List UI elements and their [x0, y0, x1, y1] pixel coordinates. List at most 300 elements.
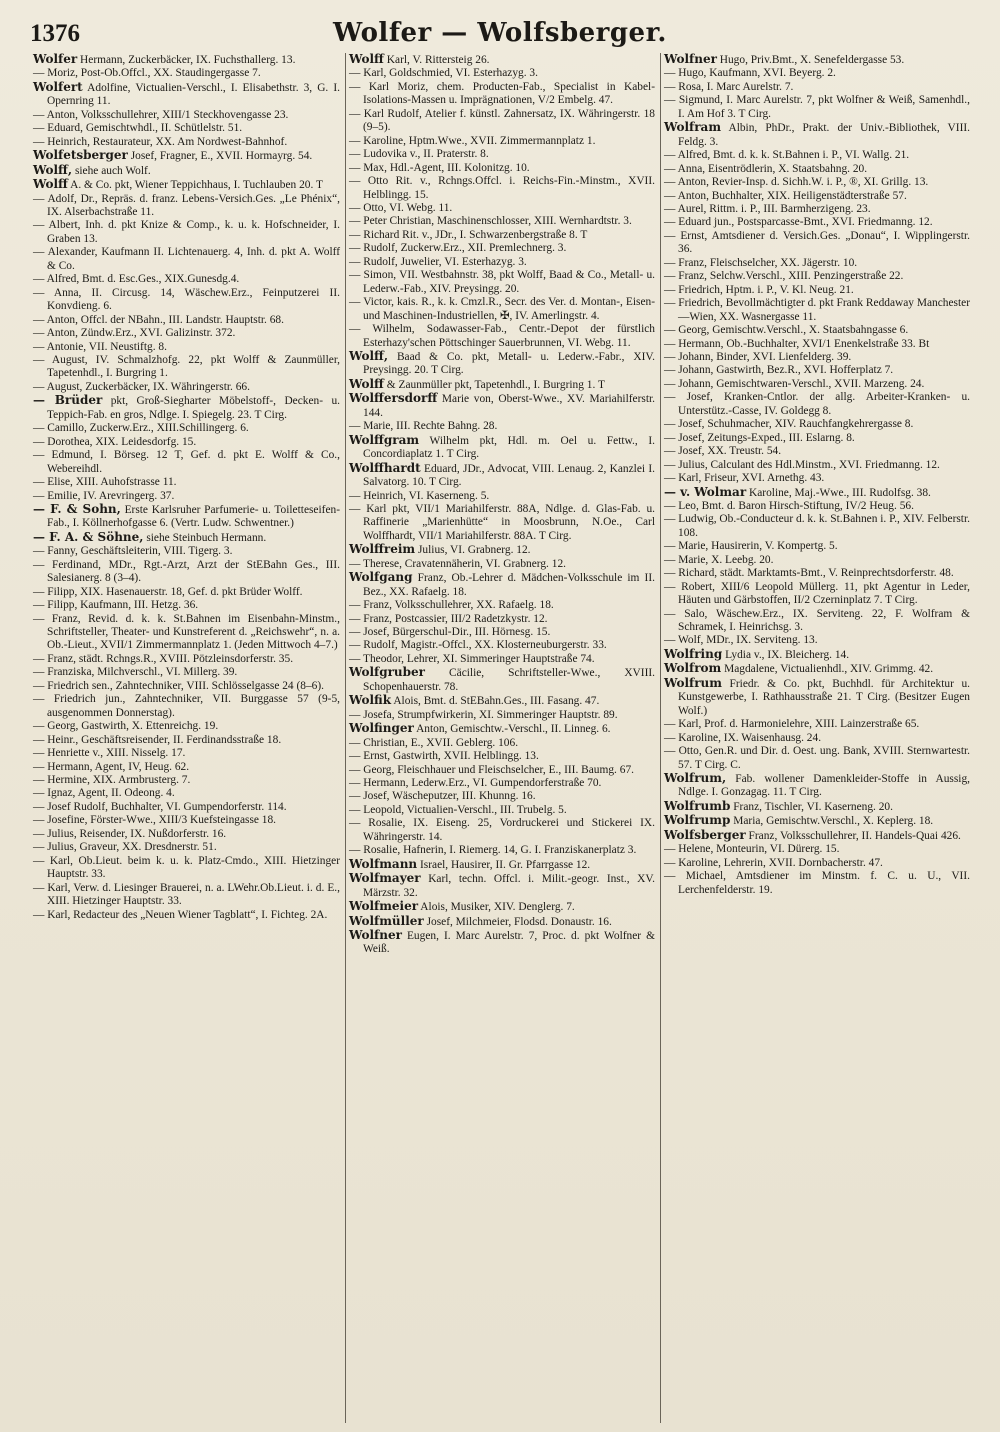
entry-surname: Wolfer: [33, 53, 78, 66]
entry-surname: Wolfgang: [349, 570, 413, 585]
directory-entry: [664, 94, 970, 121]
entry-surname: Wolfner: [349, 928, 402, 942]
directory-entry: [33, 287, 340, 314]
directory-entry: [349, 296, 655, 323]
entry-text: Karl, V. Rittersteig 26.: [386, 54, 490, 66]
entry-text: — Simon, VII. Westbahnstr. 38, pkt Wolff, Baad & Co., Metall- u. Lederw.-Fab., XIV. Preysingg. 20.: [349, 269, 655, 295]
entry-text: — Hermann, Agent, IV, Heug. 62.: [33, 760, 190, 773]
entry-text: — Alfred, Bmt. d. k. k. St.Bahnen i. P., VI. Wallg. 21.: [664, 149, 910, 162]
directory-entry: [349, 67, 655, 80]
directory-entry: [664, 513, 970, 540]
entry-text: — Franz, Fleischselcher, XX. Jägerstr. 10.: [664, 256, 858, 269]
directory-entry: [664, 648, 970, 662]
column-1: [30, 53, 345, 1423]
directory-entry: [33, 164, 340, 178]
directory-entry: [33, 559, 340, 586]
entry-text: — Otto, VI. Webg. 11.: [349, 201, 453, 214]
directory-entry: [664, 338, 970, 351]
entry-text: — Otto Rit. v., Rchngs.Offcl. i. Reichs-Fin.-Minstm., XVII. Helblingg. 15.: [349, 175, 655, 201]
directory-entry: [33, 449, 340, 476]
directory-entry: [349, 229, 655, 242]
entry-text: siehe auch Wolf.: [74, 164, 151, 177]
entry-text: Magdalene, Victualienhdl., XIV. Grimmg. 42.: [724, 663, 934, 676]
directory-entry: [33, 436, 340, 449]
entry-surname: Wolfert: [33, 79, 83, 94]
entry-text: — Marie, III. Rechte Bahng. 28.: [349, 420, 498, 433]
entry-text: Lydia v., IX. Bleicherg. 14.: [725, 648, 850, 661]
entry-text: — Karl, Friseur, XVI. Arnethg. 43.: [664, 472, 825, 485]
directory-entry: [349, 804, 655, 817]
directory-entry: [664, 772, 970, 800]
entry-surname: — Brüder: [33, 393, 103, 408]
entry-text: — Rosalie, Hafnerin, I. Riemerg. 14, G. I. Franziskanerplatz 3.: [349, 844, 637, 857]
directory-entry: [33, 599, 340, 612]
entry-surname: — F. & Sohn,: [33, 501, 121, 516]
entry-text: — Ernst, Gastwirth, XVII. Helblingg. 13.: [349, 750, 539, 763]
entry-text: — Anton, Offcl. der NBahn., III. Landstr. Hauptstr. 68.: [33, 313, 284, 326]
directory-entry: [33, 193, 340, 220]
entry-text: — Karl, Verw. d. Liesinger Brauerei, n. a. LWehr.Ob.Lieut. i. d. E., XIII. Hietzinger Hauptstr. 33.: [33, 881, 340, 908]
entry-text: — Josef, Zeitungs-Exped., III. Eslarng. 8.: [664, 431, 855, 444]
entry-text: — Friedrich jun., Zahntechniker, VII. Burggasse 57 (9-5, ausgenommen Donnerstag).: [33, 693, 340, 719]
entry-text: — Johann, Binder, XVI. Lienfelderg. 39.: [664, 350, 852, 363]
directory-entry: [664, 176, 970, 189]
directory-entry: [664, 486, 970, 500]
directory-entry: [349, 162, 655, 175]
entry-text: — Karl, Goldschmied, VI. Esterhazyg. 3.: [349, 67, 538, 80]
entry-text: Karl, techn. Offcl. i. Milit.-geogr. Inst., XV. Märzstr. 32.: [363, 873, 655, 899]
entry-text: A. & Co. pkt, Wiener Teppichhaus, I. Tuchlauben 20. T: [70, 179, 323, 192]
entry-text: Eugen, I. Marc Aurelstr. 7, Proc. d. pkt Wolfner & Weiß.: [363, 930, 655, 956]
directory-entry: [33, 586, 340, 599]
entry-text: & Zaunmüller pkt, Tapetenhdl., I. Burgring 1. T: [386, 378, 605, 391]
directory-entry: [664, 814, 970, 828]
directory-entry: [349, 639, 655, 652]
running-head: Wolfer — Wolfsberger.: [333, 18, 667, 48]
entry-surname: Wolfrum: [664, 675, 722, 690]
entry-text: — Leopold, Victualien-Verschl., III. Trubelg. 5.: [349, 803, 567, 816]
directory-entry: [349, 709, 655, 722]
entry-text: — Friedrich, Hptm. i. P., V. Kl. Neug. 21.: [664, 283, 854, 296]
entry-text: Maria, Gemischtw.Verschl., X. Keplerg. 18.: [733, 815, 934, 828]
entry-text: — Hermann, Ob.-Buchhalter, XVI/1 Enenkelstraße 33. Bt: [664, 337, 930, 350]
entry-surname: Wolfring: [664, 646, 723, 661]
entry-text: — Peter Christian, Maschinenschlosser, XIII. Wernhardtstr. 3.: [349, 215, 632, 228]
directory-entry: [349, 81, 655, 108]
directory-entry: [664, 800, 970, 814]
directory-entry: [349, 503, 655, 543]
directory-entry: [349, 750, 655, 763]
entry-text: — Friedrich, Bevollmächtigter d. pkt Frank Reddaway Manchester—Wien, XX. Wasnergasse 11.: [664, 297, 970, 323]
directory-entry: [349, 108, 655, 135]
entry-text: Julius, VI. Grabnerg. 12.: [417, 544, 531, 557]
entry-text: — Alfred, Bmt. d. Esc.Ges., XIX.Gunesdg.4.: [33, 273, 240, 286]
directory-entry: [33, 219, 340, 246]
entry-text: — Friedrich sen., Zahntechniker, VIII. Schlösselgasse 24 (8–6).: [33, 679, 324, 692]
entry-text: — Karoline, Lehrerin, XVII. Dornbacherstr. 47.: [664, 856, 883, 869]
entry-text: — Karl Moriz, chem. Producten-Fab., Specialist in Kabel-Isolations-Massen u. Imprägnationen, V/2 Embelg. 47.: [349, 80, 655, 107]
entry-text: — Johann, Gastwirth, Bez.R., XVI. Hofferplatz 7.: [664, 364, 894, 377]
directory-entry: [33, 774, 340, 787]
directory-entry: [349, 242, 655, 255]
directory-entry: [664, 540, 970, 553]
entry-text: Alois, Musiker, XIV. Denglerg. 7.: [420, 901, 575, 914]
entry-text: — Wolf, MDr., IX. Servitеng. 13.: [664, 634, 818, 647]
directory-entry: [664, 297, 970, 324]
entry-text: — Richard Rit. v., JDr., I. Schwarzenbergstraße 8. T: [349, 228, 588, 241]
entry-text: — Anton, Revier-Insp. d. Sichh.W. i. P., ®, XI. Grillg. 13.: [664, 176, 929, 189]
directory-entry: [664, 843, 970, 856]
directory-entry: [664, 351, 970, 364]
entry-text: — Karl Rudolf, Atelier f. künstl. Zahnersatz, IX. Währingerstr. 18 (9–5).: [349, 107, 655, 134]
entry-text: — Edmund, I. Börseg. 12 T, Gef. d. pkt E. Wolff & Co., Webereihdl.: [33, 449, 340, 475]
directory-entry: [33, 734, 340, 747]
entry-surname: Wolffersdorff: [349, 391, 438, 406]
entry-text: — Josef, Bürgerschul-Dir., III. Hörnesg. 15.: [349, 626, 551, 639]
entry-text: — Hugo, Kaufmann, XVI. Beyerg. 2.: [664, 67, 836, 80]
entry-surname: Wolff: [349, 53, 384, 66]
directory-entry: [349, 571, 655, 599]
directory-entry: [33, 314, 340, 327]
directory-entry: [664, 829, 970, 843]
entry-text: — Elise, XIII. Auhofstrasse 11.: [33, 476, 177, 489]
directory-entry: [349, 323, 655, 350]
entry-text: — Alexander, Kaufmann II. Lichtenauerg. 4, Inh. d. pkt A. Wolff & Co.: [33, 246, 340, 272]
entry-text: — Anton, Volksschullehrer, XIII/1 Steckhovengasse 23.: [33, 108, 289, 121]
entry-surname: Wolfmann: [349, 856, 418, 871]
entry-text: — Wilhelm, Sodawasser-Fab., Centr.-Depot der fürstlich Esterhazy'schen Pöttschinger Sauerbrunnen, VI. Webg. 11.: [349, 323, 655, 349]
directory-entry: [349, 269, 655, 296]
directory-entry: [349, 764, 655, 777]
directory-entry: [33, 122, 340, 135]
entry-text: — Helene, Monteurin, VI. Dürerg. 15.: [664, 843, 840, 856]
directory-entry: [664, 230, 970, 257]
directory-entry: [664, 608, 970, 635]
entry-text: — Marie, Hausirerin, V. Kompertg. 5.: [664, 540, 838, 553]
directory-entry: [664, 149, 970, 162]
directory-entry: [33, 246, 340, 273]
entry-text: — Karoline, IX. Waisenhausg. 24.: [664, 731, 822, 744]
entry-surname: Wolffhardt: [349, 460, 421, 475]
entry-text: — Ignaz, Agent, II. Odeong. 4.: [33, 787, 175, 800]
entry-text: — Victor, kais. R., k. k. Cmzl.R., Secr. des Ver. d. Montan-, Eisen- und Maschinen-Industriellen, ✠, IV. Amerlingstr. 4.: [349, 296, 655, 322]
directory-entry: [33, 787, 340, 800]
directory-entry: [349, 462, 655, 490]
directory-entry: [33, 828, 340, 841]
entry-text: Cäcilie, Schriftsteller-Wwe., XVIII. Schopenhauerstr. 78.: [363, 667, 655, 693]
entry-surname: Wolff: [33, 177, 68, 192]
entry-text: — August, IV. Schmalzhofg. 22, pkt Wolff & Zaunmüller, Tapetenhdl., I. Burgring 1.: [33, 353, 340, 380]
entry-text: — Karl pkt, VII/1 Mariahilferstr. 88A, Ndlge. d. Glas-Fab. u. Raffinerie „Marienhütte“ in Moosbrunn, N.Oe., Carl Wolffhardt, VII/1 Mariahilferstr. 88A. T Cirg.: [349, 502, 655, 542]
entry-text: Franz, Tischler, VI. Kaserneng. 20.: [733, 800, 893, 813]
entry-text: — Leo, Bmt. d. Baron Hirsch-Stiftung, IV/2 Heug. 56.: [664, 499, 914, 512]
entry-surname: Wolffreim: [349, 542, 416, 557]
entry-text: — Franz, Volksschullehrer, XX. Rafaelg. 18.: [349, 599, 554, 612]
directory-entry: [349, 915, 655, 929]
directory-entry: [664, 257, 970, 270]
entry-text: — Michael, Amtsdiener im Minstm. f. C. u. U., VII. Lerchenfelderstr. 19.: [664, 870, 970, 896]
entry-text: — Hermann, Lederw.Erz., VI. Gumpendorferstraße 70.: [349, 777, 602, 790]
entry-text: — Karl, Redacteur des „Neuen Wiener Tagblatt“, I. Fichteg. 2A.: [33, 908, 328, 921]
entry-surname: — v. Wolmar: [664, 484, 747, 499]
directory-entry: [33, 693, 340, 720]
entry-text: — Julius, Reisender, IX. Nußdorferstr. 16.: [33, 827, 227, 840]
directory-entry: [664, 378, 970, 391]
column-3: [660, 53, 975, 1423]
entry-text: — Adolf, Dr., Repräs. d. franz. Lebens-Versich.Ges. „Le Phénix“, IX. Alserbachstraße 11.: [33, 192, 340, 218]
entry-text: — Ferdinand, MDr., Rgt.-Arzt, Arzt der StEBahn Ges., III. Salesianerg. 8 (3–4).: [33, 558, 340, 585]
column-2: [345, 53, 660, 1423]
entry-text: — Heinrich, VI. Kasernеng. 5.: [349, 489, 490, 502]
directory-entry: [349, 350, 655, 378]
entry-text: — Rosalie, IX. Eisеng. 25, Vordruckerei und Stickerei IX. Währingerstr. 14.: [349, 817, 655, 843]
directory-entry: [33, 503, 340, 531]
entry-text: — Richard, städt. Marktamts-Bmt., V. Reinprechtsdorferstr. 48.: [664, 567, 954, 580]
directory-entry: [349, 175, 655, 202]
entry-text: — Rudolf, Zuckerw.Erz., XII. Premlechnerg. 3.: [349, 242, 567, 255]
directory-entry: [664, 81, 970, 94]
entry-surname: — F. A. & Söhne,: [33, 529, 144, 544]
directory-entry: [664, 418, 970, 431]
entry-text: — Karoline, Hptm.Wwe., XVII. Zimmermannplatz 1.: [349, 134, 596, 147]
directory-entry: [33, 761, 340, 774]
entry-text: — Josef, Kranken-Cntlor. der allg. Arbeiter-Kranken- u. Unterstütz.-Casse, IV. Goldegg 8.: [664, 391, 970, 417]
directory-entry: [664, 870, 970, 897]
entry-text: Eduard, JDr., Advocat, VIII. Lenaug. 2, Kanzlei I. Salvatorg. 10. T Cirg.: [363, 462, 655, 489]
directory-entry: [664, 567, 970, 580]
entry-text: Josef, Milchmeier, Flodsd. Donaustr. 16.: [426, 915, 612, 928]
directory-entry: [349, 434, 655, 462]
entry-text: — Franz, städt. Rchngs.R., XVIII. Pötzleinsdorferstr. 35.: [33, 652, 294, 665]
directory-entry: [33, 354, 340, 381]
entry-text: siehe Steinbuch Hermann.: [146, 531, 267, 544]
entry-text: — Julius, Graveur, XX. Dresdnerstr. 51.: [33, 841, 217, 854]
directory-entry: [349, 490, 655, 503]
entry-text: Erste Karlsruher Parfumerie- u. Toiletteseifen-Fab., I. Köllnerhofgasse 6. (Vertr. Ludw. Schwentner.): [47, 503, 340, 530]
entry-text: — Sigmund, I. Marc Aurelstr. 7, pkt Wolfner & Weiß, Samenhdl., I. Am Hof 3. T Cirg.: [664, 94, 970, 120]
entry-text: — Georg, Fleischhauer und Fleischselcher, E., III. Baumg. 67.: [349, 763, 634, 776]
directory-entry: [33, 422, 340, 435]
directory-entry: [349, 420, 655, 433]
page-number: 1376: [30, 20, 80, 47]
entry-text: Franz, Volksschullehrer, II. Handels-Quai 426.: [748, 829, 961, 842]
directory-entry: [33, 909, 340, 922]
directory-entry: [664, 445, 970, 458]
directory-entry: [33, 531, 340, 545]
directory-entry: [349, 135, 655, 148]
entry-text: — Theodor, Lehrer, XI. Simmeringer Hauptstraße 74.: [349, 652, 595, 665]
directory-entry: [664, 391, 970, 418]
entry-text: Franz, Ob.-Lehrer d. Mädchen-Volksschule im II. Bez., XX. Rafaelg. 18.: [363, 572, 655, 598]
directory-entry: [664, 53, 970, 67]
directory-entry: [664, 745, 970, 772]
directory-entry: [349, 558, 655, 571]
directory-entry: [664, 67, 970, 80]
directory-entry: [349, 872, 655, 900]
directory-entry: [33, 67, 340, 80]
entry-text: — Therese, Cravatennäherin, VI. Grabnerg. 12.: [349, 557, 566, 570]
entry-text: — Aurel, Rittm. i. P., III. Barmherzigeng. 23.: [664, 202, 871, 215]
directory-entry: [664, 857, 970, 870]
directory-entry: [349, 653, 655, 666]
directory-entry: [33, 882, 340, 909]
entry-text: — Karl, Prof. d. Harmonielehre, XIII. Lainzerstraße 65.: [664, 718, 920, 731]
directory-entry: [349, 599, 655, 612]
directory-entry: [664, 324, 970, 337]
entry-surname: Wolfinger: [349, 721, 414, 736]
directory-entry: [349, 148, 655, 161]
directory-entry: [664, 203, 970, 216]
entry-text: — Ernst, Amtsdiener d. Versich.Ges. „Donau“, I. Wipplingerstr. 36.: [664, 229, 970, 256]
entry-text: — Rudolf, Juwelier, VI. Esterhazyg. 3.: [349, 255, 527, 268]
entry-text: Marie von, Oberst-Wwe., XV. Mariahilferstr. 144.: [363, 393, 655, 419]
entry-surname: Wolfsberger: [664, 827, 746, 842]
entry-surname: Wolfmüller: [349, 913, 424, 928]
directory-entry: [664, 121, 970, 149]
directory-entry: [33, 666, 340, 679]
entry-text: — Heinrich, Restaurateur, XX. Am Nordwest-Bahnhof.: [33, 135, 288, 148]
directory-entry: [349, 256, 655, 269]
entry-surname: Wolfmeier: [349, 899, 419, 914]
entry-text: — Josef Rudolf, Buchhalter, VI. Gumpendorferstr. 114.: [33, 800, 287, 813]
directory-entry: [349, 900, 655, 914]
directory-entry: [33, 109, 340, 122]
directory-entry: [33, 341, 340, 354]
entry-text: pkt, Groß-Siegharter Möbelstoff-, Decken- u. Teppich-Fab. en gros, Ndlge. I. Spiegelg. 23. T Cirg.: [47, 395, 340, 421]
entry-text: — Ludovika v., II. Praterstr. 8.: [349, 148, 489, 161]
directory-entry: [349, 844, 655, 857]
directory-entry: [664, 677, 970, 718]
entry-text: — Josef, Schuhmacher, XIV. Rauchfangkehrergasse 8.: [664, 418, 914, 431]
directory-entry: [349, 543, 655, 557]
directory-entry: [349, 858, 655, 872]
entry-text: — Hermine, XIX. Armbrusterg. 7.: [33, 774, 191, 787]
directory-entry: [33, 381, 340, 394]
entry-text: Anton, Gemischtw.-Verschl., II. Linneg. 6.: [416, 723, 611, 736]
directory-entry: [33, 814, 340, 827]
entry-text: — Karl, Ob.Lieut. beim k. u. k. Platz-Cmdo., XIII. Hietzinger Hauptstr. 33.: [33, 854, 340, 881]
directory-entry: [33, 613, 340, 653]
directory-entry: [664, 500, 970, 513]
entry-text: — Christian, E., XVII. Geblerg. 106.: [349, 736, 519, 749]
entry-text: Israel, Hausirer, II. Gr. Pfarrgasse 12.: [420, 858, 591, 871]
entry-text: Wilhelm pkt, Hdl. m. Oel u. Fettw., I. Concordiaplatz 1. T Cirg.: [363, 434, 655, 461]
directory-entry: [33, 327, 340, 340]
directory-entry: [349, 694, 655, 708]
entry-text: — Rosa, I. Marc Aurelstr. 7.: [664, 80, 794, 93]
directory-entry: [664, 662, 970, 676]
entry-surname: Wolfrom: [664, 661, 722, 676]
entry-text: — Franziska, Milchverschl., VI. Millerg. 39.: [33, 666, 238, 679]
entry-text: — Henriette v., XIII. Nisselg. 17.: [33, 747, 186, 760]
directory-entry: [664, 554, 970, 567]
directory-entry: [664, 190, 970, 203]
directory-entry: [349, 613, 655, 626]
directory-entry: [349, 626, 655, 639]
entry-surname: Wolfrumb: [664, 798, 731, 813]
directory-entry: [664, 459, 970, 472]
directory-entry: [33, 53, 340, 67]
directory-entry: [664, 216, 970, 229]
entry-text: Albin, PhDr., Prakt. der Univ.-Bibliothek, VIII. Feldg. 3.: [678, 122, 971, 148]
directory-entry: [33, 149, 340, 163]
page-header: [0, 18, 1000, 52]
entry-surname: Wolfner: [664, 53, 717, 66]
directory-entry: [349, 929, 655, 957]
entry-text: — Georg, Gastwirth, X. Ettenreichg. 19.: [33, 720, 219, 733]
entry-text: — Franz, Postcassier, III/2 Radetzkystr. 12.: [349, 612, 548, 625]
directory-entry: [33, 653, 340, 666]
entry-text: — Emilie, IV. Arevringerg. 37.: [33, 489, 175, 502]
directory-entry: [664, 364, 970, 377]
directory-entry: [664, 634, 970, 647]
directory-entry: [664, 284, 970, 297]
directory-entry: [349, 392, 655, 420]
entry-text: — Robert, XIII/6 Leopold Müllerg. 11, pkt Agentur in Leder, Häuten und Gärbstoffen, II/2 Czerninplatz 7. T Cirg.: [664, 580, 970, 607]
directory-entry: [349, 666, 655, 694]
entry-text: — Heinr., Geschäftsreisender, II. Ferdinandsstraße 18.: [33, 733, 282, 746]
entry-text: — Anton, Buchhalter, XIX. Heiligenstädterstraße 57.: [664, 189, 907, 202]
entry-surname: Wolfrump: [664, 813, 731, 828]
entry-text: — Otto, Gen.R. und Dir. d. Oest. ung. Bank, XVIII. Sternwartestr. 57. T Cirg. C.: [664, 745, 970, 771]
directory-entry: [349, 378, 655, 392]
directory-entry: [349, 817, 655, 844]
directory-entry: [664, 163, 970, 176]
directory-entry: [349, 215, 655, 228]
entry-text: — Anton, Zündw.Erz., XVI. Galizinstr. 372.: [33, 327, 236, 340]
directory-entry: [33, 680, 340, 693]
entry-text: — Dorothea, XIX. Leidesdorfg. 15.: [33, 435, 197, 448]
directory-entry: [664, 718, 970, 731]
directory-entry: [33, 545, 340, 558]
entry-surname: Wolfrum,: [664, 771, 727, 786]
directory-entry: [664, 472, 970, 485]
entry-text: — Max, Hdl.-Agent, III. Kolonitzg. 10.: [349, 161, 530, 174]
entry-text: — Filipp, Kaufmann, III. Hetzg. 36.: [33, 599, 199, 612]
directory-entry: [33, 394, 340, 422]
directory-entry: [349, 790, 655, 803]
entry-text: Josef, Fragner, E., XVII. Hormayrg. 54.: [130, 150, 313, 163]
entry-text: — Johann, Gemischtwaren-Verschl., XVII. Marzeng. 24.: [664, 377, 925, 390]
directory-entry: [664, 432, 970, 445]
entry-text: Hugo, Priv.Bmt., X. Senefeldergasse 53.: [719, 54, 905, 66]
directory-entry: [664, 581, 970, 608]
directory-entry: [349, 777, 655, 790]
entry-surname: Wolfram: [664, 120, 722, 135]
directory-entry: [33, 747, 340, 760]
entry-text: — Anna, Eisentrödlerin, X. Staatsbahng. 20.: [664, 162, 868, 175]
directory-entry: [664, 270, 970, 283]
directory-entry: [33, 81, 340, 109]
directory-entry: [33, 720, 340, 733]
directory-entry: [349, 53, 655, 67]
entry-surname: Wolfmayer: [349, 871, 421, 886]
entry-text: — Marie, X. Leebg. 20.: [664, 553, 774, 566]
entry-text: — Franz, Revid. d. k. k. St.Bahnen im Eisenbahn-Minstm., Schriftsteller, Theater- und Kunstreferent d. „Reichswehr“, n. a. Ob.-Lieut., XVII/1 Zimmermannplatz 1. (Jeden Mittwoch 4–7.): [33, 612, 340, 652]
directory-entry: [33, 476, 340, 489]
entry-text: Alois, Bmt. d. StEBahn.Ges., III. Fasang. 47.: [393, 695, 600, 708]
directory-entry: [349, 722, 655, 736]
entry-text: Fab. wollener Damenkleider-Stoffe in Aussig, Ndlge. I. Gonzagag. 11. T Cirg.: [678, 773, 970, 799]
directory-entry: [33, 841, 340, 854]
directory-entry: [349, 737, 655, 750]
entry-text: — Georg, Gemischtw.Verschl., X. Staatsbahngasse 6.: [664, 324, 909, 337]
directory-entry: [349, 202, 655, 215]
directory-entry: [33, 855, 340, 882]
entry-surname: Wolff,: [349, 348, 389, 363]
entry-text: Friedr. & Co. pkt, Buchhdl. für Architektur u. Kunstgewerbe, I. Rathhausstraße 21. T Cirg. (Besitzer Eugen Wolf.): [678, 677, 970, 717]
entry-surname: Wolfgruber: [349, 665, 426, 680]
